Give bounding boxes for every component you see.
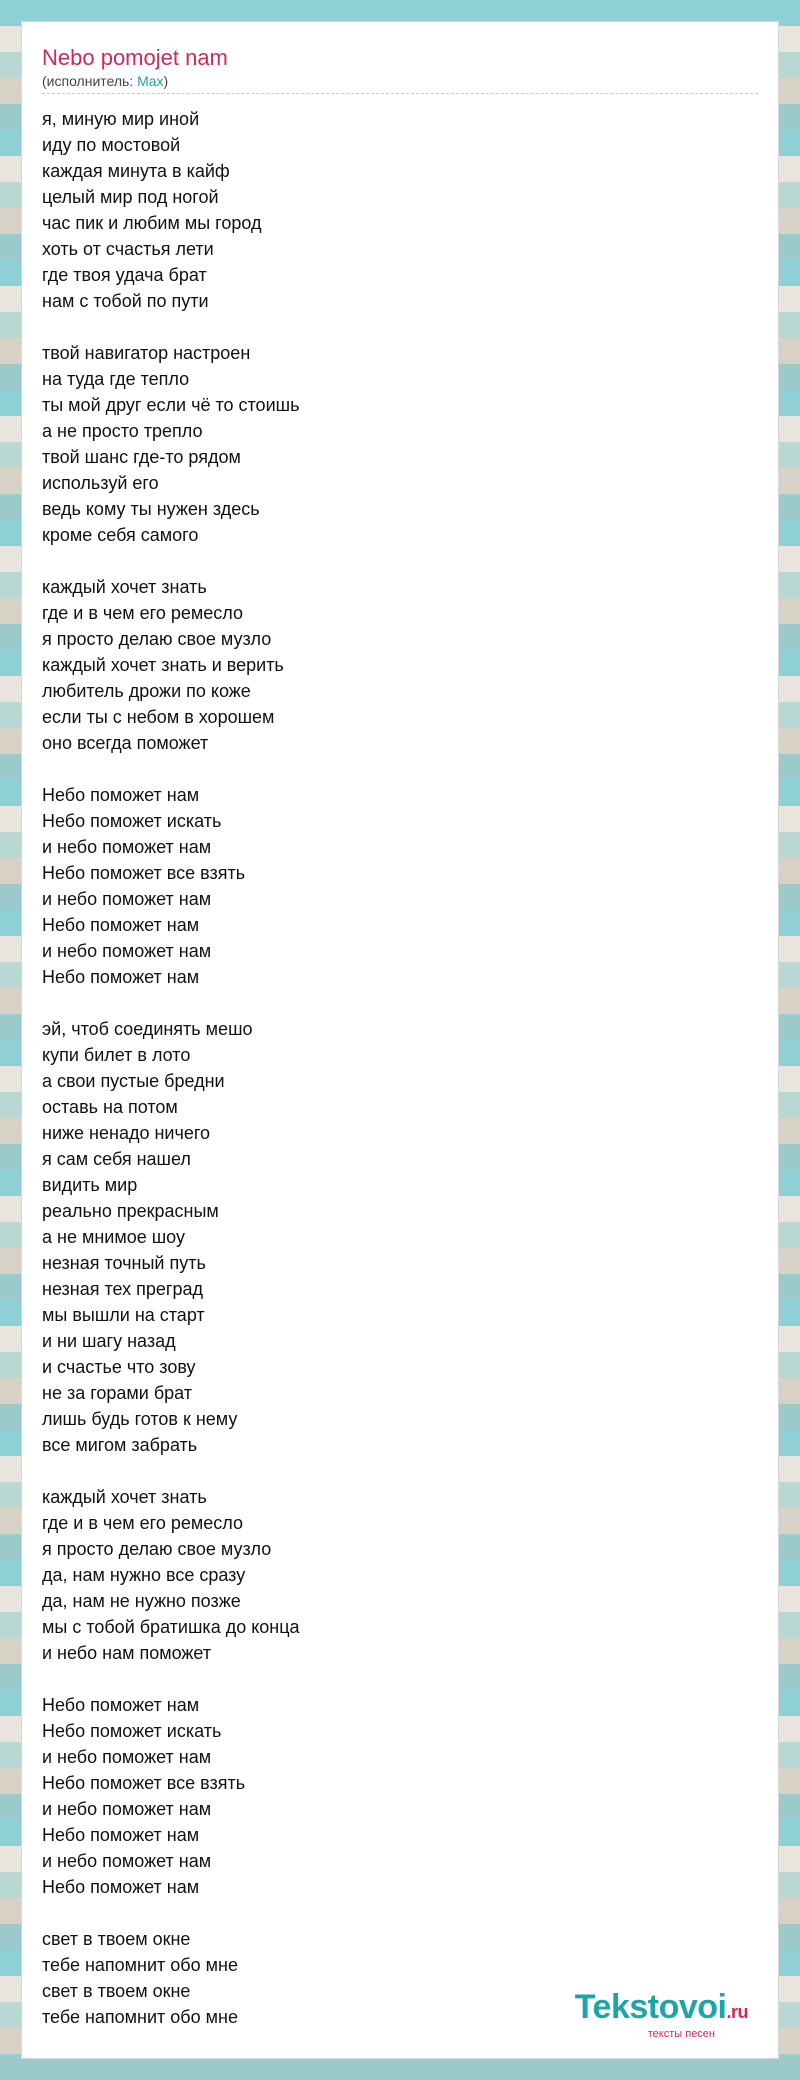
lyric-line: я сам себя нашел bbox=[42, 1149, 191, 1169]
lyric-line: а не мнимое шоу bbox=[42, 1227, 185, 1247]
lyric-line: ниже ненадо ничего bbox=[42, 1123, 211, 1143]
lyrics-text bbox=[42, 106, 758, 2030]
lyric-line: на туда где тепло bbox=[42, 369, 190, 389]
lyric-line: ты мой друг если чё то стоишь bbox=[42, 395, 300, 415]
logo-brand bbox=[575, 1989, 748, 2030]
lyric-line: оставь на потом bbox=[42, 1097, 178, 1117]
lyric-line: используй его bbox=[42, 473, 159, 493]
lyric-line: каждый хочет знать bbox=[42, 1487, 207, 1507]
lyric-line: и небо поможет нам bbox=[42, 941, 212, 961]
lyric-line: твой шанс где-то рядом bbox=[42, 447, 241, 467]
lyric-line: ведь кому ты нужен здесь bbox=[42, 499, 260, 519]
lyric-line: и небо поможет нам bbox=[42, 1851, 212, 1871]
site-logo[interactable] bbox=[575, 1989, 748, 2040]
lyric-line: мы с тобой братишка до конца bbox=[42, 1617, 300, 1637]
lyric-line: купи билет в лото bbox=[42, 1045, 191, 1065]
lyric-line: тебе напомнит обо мне bbox=[42, 1955, 238, 1975]
lyric-line: Небо поможет искать bbox=[42, 811, 222, 831]
lyric-line: и небо нам поможет bbox=[42, 1643, 212, 1663]
lyric-line: и небо поможет нам bbox=[42, 837, 212, 857]
lyric-line: Небо поможет нам bbox=[42, 915, 200, 935]
logo-tagline: тексты песен bbox=[647, 2028, 716, 2040]
performer-suffix: ) bbox=[163, 73, 169, 89]
lyric-line: Небо поможет все взять bbox=[42, 1773, 246, 1793]
lyric-line: оно всегда поможет bbox=[42, 733, 209, 753]
lyric-line: каждый хочет знать и верить bbox=[42, 655, 284, 675]
lyrics-stanza bbox=[42, 1692, 758, 1900]
lyrics-stanza bbox=[42, 574, 758, 756]
lyric-line: а не просто трепло bbox=[42, 421, 203, 441]
lyric-line: любитель дрожи по коже bbox=[42, 681, 251, 701]
lyric-line: где и в чем его ремесло bbox=[42, 603, 243, 623]
lyric-line: незная точный путь bbox=[42, 1253, 206, 1273]
lyric-line: да, нам не нужно позже bbox=[42, 1591, 241, 1611]
lyric-line: свет в твоем окне bbox=[42, 1981, 191, 2001]
lyrics-stanza bbox=[42, 1484, 758, 1666]
lyric-line: где твоя удача брат bbox=[42, 265, 207, 285]
lyric-line: если ты с небом в хорошем bbox=[42, 707, 275, 727]
lyric-line: Небо поможет нам bbox=[42, 1695, 200, 1715]
lyric-line: твой навигатор настроен bbox=[42, 343, 251, 363]
lyric-line: целый мир под ногой bbox=[42, 187, 219, 207]
lyric-line: час пик и любим мы город bbox=[42, 213, 262, 233]
lyric-line: я просто делаю свое музло bbox=[42, 1539, 272, 1559]
lyric-line: Небо поможет все взять bbox=[42, 863, 246, 883]
lyric-line: Небо поможет нам bbox=[42, 967, 200, 987]
lyric-line: и небо поможет нам bbox=[42, 1799, 212, 1819]
lyric-line: Небо поможет нам bbox=[42, 1877, 200, 1897]
lyric-line: незная тех преград bbox=[42, 1279, 204, 1299]
lyric-line: нам с тобой по пути bbox=[42, 291, 209, 311]
lyric-line: Небо поможет нам bbox=[42, 1825, 200, 1845]
lyrics-stanza bbox=[42, 1016, 758, 1458]
lyrics-stanza bbox=[42, 340, 758, 548]
lyrics-stanza bbox=[42, 782, 758, 990]
lyric-line: видить мир bbox=[42, 1175, 138, 1195]
logo-brand-text: Tekstovoi bbox=[574, 1988, 727, 2026]
lyric-line: и небо поможет нам bbox=[42, 889, 212, 909]
lyric-line: иду по мостовой bbox=[42, 135, 181, 155]
performer-link[interactable]: Max bbox=[137, 73, 164, 89]
lyric-line: кроме себя самого bbox=[42, 525, 199, 545]
lyric-line: я, миную мир иной bbox=[42, 109, 200, 129]
performer-line bbox=[42, 72, 758, 94]
lyric-line: каждый хочет знать bbox=[42, 577, 207, 597]
lyric-line: и ни шагу назад bbox=[42, 1331, 176, 1351]
lyric-line: где и в чем его ремесло bbox=[42, 1513, 243, 1533]
lyric-line: реально прекрасным bbox=[42, 1201, 219, 1221]
lyric-line: и счастье что зову bbox=[42, 1357, 196, 1377]
lyric-line: свет в твоем окне bbox=[42, 1929, 191, 1949]
lyric-line: мы вышли на старт bbox=[42, 1305, 205, 1325]
lyric-line: лишь будь готов к нему bbox=[42, 1409, 238, 1429]
lyric-line: тебе напомнит обо мне bbox=[42, 2007, 238, 2027]
lyric-line: да, нам нужно все сразу bbox=[42, 1565, 246, 1585]
lyrics-card bbox=[22, 22, 778, 2058]
logo-tld: .ru bbox=[726, 2002, 748, 2022]
song-title: Nebo pomojet nam bbox=[42, 45, 228, 70]
lyric-line: я просто делаю свое музло bbox=[42, 629, 272, 649]
performer-prefix: (исполнитель: bbox=[42, 73, 138, 89]
lyric-line: эй, чтоб соединять мешо bbox=[42, 1019, 253, 1039]
lyric-line: каждая минута в кайф bbox=[42, 161, 230, 181]
lyric-line: а свои пустые бредни bbox=[42, 1071, 225, 1091]
lyric-line: и небо поможет нам bbox=[42, 1747, 212, 1767]
lyric-line: хоть от счастья лети bbox=[42, 239, 214, 259]
lyric-line: Небо поможет нам bbox=[42, 785, 200, 805]
lyrics-stanza bbox=[42, 106, 758, 314]
lyric-line: не за горами брат bbox=[42, 1383, 193, 1403]
lyric-line: все мигом забрать bbox=[42, 1435, 198, 1455]
lyric-line: Небо поможет искать bbox=[42, 1721, 222, 1741]
